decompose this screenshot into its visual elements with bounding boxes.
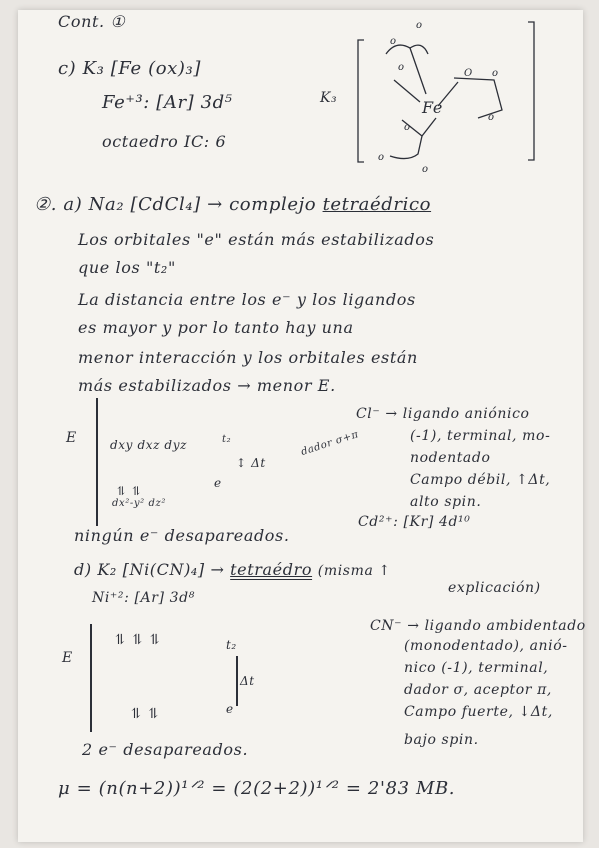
energy-axis-1 bbox=[96, 398, 98, 526]
line-4: es mayor y por lo tanto hay una bbox=[78, 318, 354, 337]
e-electrons: ⥮ ⥮ bbox=[116, 484, 142, 498]
section-c-config: Fe⁺³: [Ar] 3d⁵ bbox=[102, 92, 233, 113]
unpaired-summary-1: ningún e⁻ desapareados. bbox=[74, 526, 290, 545]
cd-config: Cd²⁺: [Kr] 4d¹⁰ bbox=[358, 514, 471, 530]
ligand-note-4: Campo débil, ↑Δt, bbox=[410, 472, 551, 488]
delta-t-label-2: Δt bbox=[240, 674, 255, 688]
section-d-note-2: explicación) bbox=[448, 580, 541, 596]
t2-electrons-2: ⥮ ⥮ ⥮ bbox=[114, 632, 162, 648]
energy-label-2: E bbox=[62, 650, 73, 666]
ligand-note-3: nodentado bbox=[410, 450, 491, 466]
svg-text:O: O bbox=[464, 68, 473, 79]
cn-note-4: dador σ, aceptor π, bbox=[404, 682, 552, 698]
cn-note-3: nico (-1), terminal, bbox=[404, 660, 549, 676]
section-d-geometry: tetraédro bbox=[230, 560, 313, 579]
section-2a-title bbox=[34, 194, 431, 215]
notebook-page bbox=[18, 10, 586, 842]
svg-text:o: o bbox=[398, 62, 405, 73]
section-d-title bbox=[74, 560, 391, 579]
e-electrons-2: ⥮ ⥮ bbox=[130, 706, 160, 722]
cn-note-5: Campo fuerte, ↓Δt, bbox=[404, 704, 553, 720]
e-label: e bbox=[214, 476, 222, 490]
svg-text:o: o bbox=[488, 112, 495, 123]
magnetic-moment-equation: μ = (n(n+2))¹ᐟ² = (2(2+2))¹ᐟ² = 2'83 MB. bbox=[58, 778, 456, 799]
structure-center: Fe bbox=[422, 98, 443, 117]
ligand-note-2: (-1), terminal, mo- bbox=[410, 428, 551, 444]
svg-text:o: o bbox=[378, 152, 385, 163]
svg-text:o: o bbox=[422, 164, 429, 175]
e-label-2: e bbox=[226, 702, 234, 716]
section-c-geometry: octaedro IC: 6 bbox=[102, 132, 227, 151]
orbital-labels: dx²-y² dz² bbox=[112, 498, 166, 509]
svg-text:o: o bbox=[492, 68, 499, 79]
ligand-note-1: Cl⁻ → ligando aniónico bbox=[356, 406, 530, 422]
structure-prefix: K₃ bbox=[320, 90, 338, 106]
line-5: menor interacción y los orbitales están bbox=[78, 348, 418, 367]
ligand-note-5: alto spin. bbox=[410, 494, 482, 510]
svg-text:o: o bbox=[416, 20, 423, 31]
energy-axis-2 bbox=[90, 624, 92, 732]
ni-config: Ni⁺²: [Ar] 3d⁸ bbox=[92, 590, 195, 606]
energy-label-1: E bbox=[66, 430, 77, 446]
cn-note-2: (monodentado), anió- bbox=[404, 638, 568, 654]
svg-text:o: o bbox=[390, 36, 397, 47]
section-c-formula: c) K₃ [Fe (ox)₃] bbox=[58, 58, 201, 79]
section-2a-geometry: tetraédrico bbox=[322, 194, 432, 215]
delta-t-label: ↕ Δt bbox=[236, 456, 266, 470]
section-d-formula: d) K₂ [Ni(CN)₄] → bbox=[74, 560, 225, 579]
t2-label-2: t₂ bbox=[226, 638, 237, 652]
unpaired-summary-2: 2 e⁻ desapareados. bbox=[82, 740, 249, 759]
cn-note-1: CN⁻ → ligando ambidentado bbox=[370, 618, 586, 634]
page-heading: Cont. ① bbox=[58, 12, 126, 31]
line-6: más estabilizados → menor E. bbox=[78, 376, 336, 395]
t2-label: t₂ bbox=[222, 434, 232, 445]
line-1: Los orbitales "e" están más estabilizados bbox=[78, 230, 435, 249]
section-2a-formula: ②. a) Na₂ [CdCl₄] → complejo bbox=[34, 194, 317, 215]
cn-note-6: bajo spin. bbox=[404, 732, 479, 748]
donor-note: dador σ+π bbox=[299, 429, 361, 458]
section-d-note: (misma ↑ bbox=[317, 563, 391, 579]
gap-arrow-2 bbox=[236, 656, 238, 706]
t2-electrons: dxy dxz dyz bbox=[110, 438, 188, 452]
svg-text:o: o bbox=[404, 122, 411, 133]
line-2: que los "t₂" bbox=[78, 258, 176, 277]
line-3: La distancia entre los e⁻ y los ligandos bbox=[78, 290, 416, 309]
